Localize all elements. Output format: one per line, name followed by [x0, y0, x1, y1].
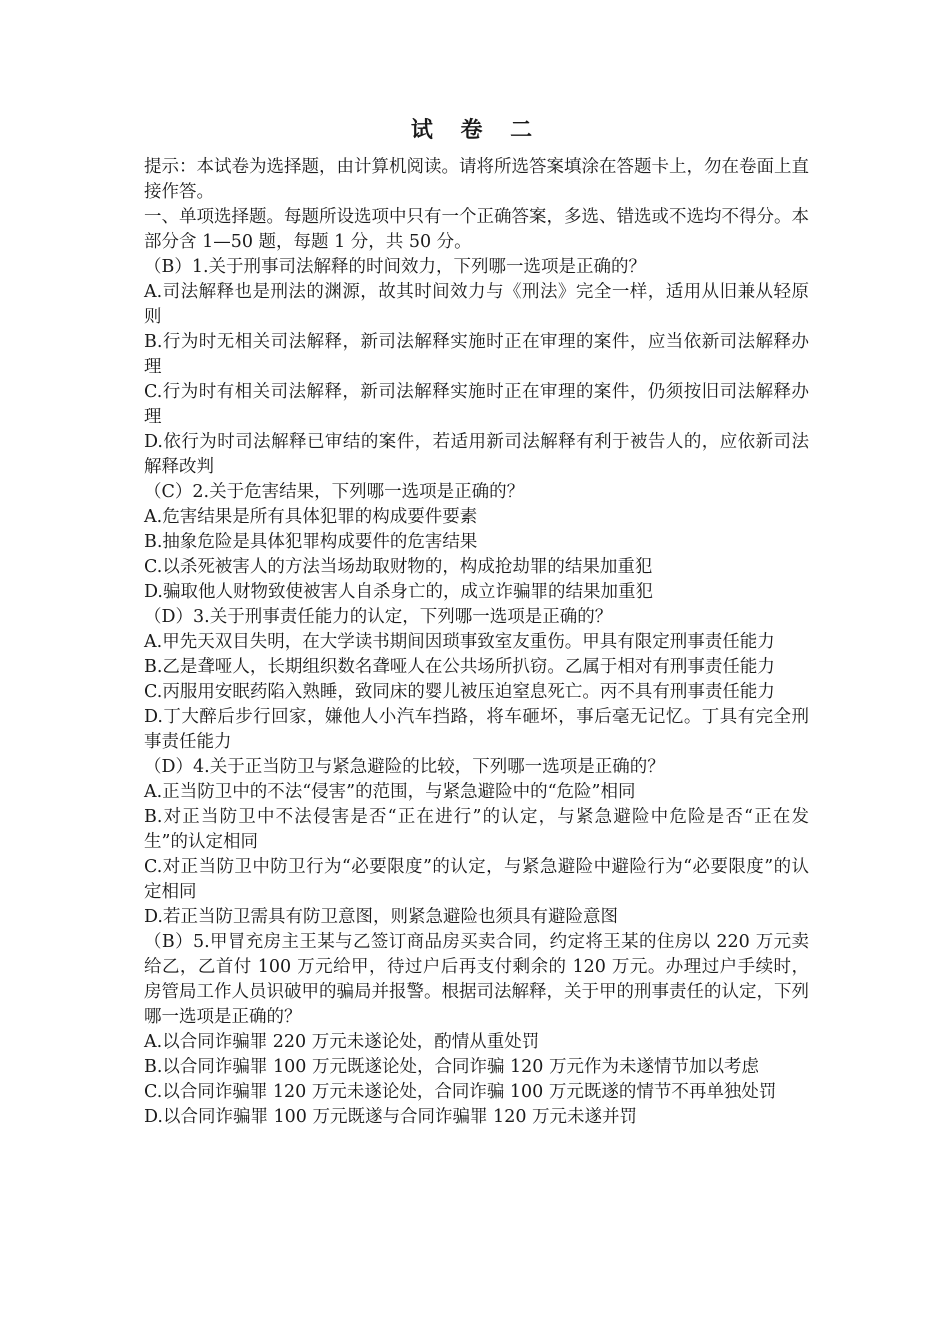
question-stem: （B）5.甲冒充房主王某与乙签订商品房买卖合同，约定将王某的住房以 220 万元卖给乙，乙首付 100 万元给甲，待过户后再支付剩余的 120 万元。办理过户手续时，房管局工作人员识破甲的骗局并报警。根据司法解释，关于甲的刑事责任的认定，下列哪一选项是正确的？ — [144, 932, 809, 1027]
option-b: B.抽象危险是具体犯罪构成要件的危害结果 — [144, 532, 478, 552]
question-3 — [144, 605, 809, 755]
question-1 — [144, 255, 809, 480]
option-d: D.以合同诈骗罪 100 万元既遂与合同诈骗罪 120 万元未遂并罚 — [144, 1107, 638, 1127]
option-d: D.丁大醉后步行回家，嫌他人小汽车挡路，将车砸坏，事后毫无记忆。丁具有完全刑事责任能力 — [144, 707, 809, 752]
option-c: C.以合同诈骗罪 120 万元未遂论处，合同诈骗 100 万元既遂的情节不再单独处罚 — [144, 1082, 777, 1102]
option-c: C.丙服用安眠药陷入熟睡，致同床的婴儿被压迫窒息死亡。丙不具有刑事责任能力 — [144, 682, 775, 702]
option-b: B.以合同诈骗罪 100 万元既遂论处，合同诈骗 120 万元作为未遂情节加以考虑 — [144, 1057, 759, 1077]
question-2 — [144, 480, 809, 605]
option-a: A.司法解释也是刑法的渊源，故其时间效力与《刑法》完全一样，适用从旧兼从轻原则 — [144, 282, 809, 327]
option-b: B.对正当防卫中不法侵害是否“正在进行”的认定，与紧急避险中危险是否“正在发生”的认定相同 — [144, 807, 809, 852]
question-4 — [144, 755, 809, 930]
option-b: B.乙是聋哑人，长期组织数名聋哑人在公共场所扒窃。乙属于相对有刑事责任能力 — [144, 657, 775, 677]
page-title: 试 卷 二 — [410, 117, 543, 143]
option-a: A.危害结果是所有具体犯罪的构成要件要素 — [144, 507, 478, 527]
option-a: A.正当防卫中的不法“侵害”的范围，与紧急避险中的“危险”相同 — [144, 782, 636, 802]
option-c: C.以杀死被害人的方法当场劫取财物的，构成抢劫罪的结果加重犯 — [144, 557, 653, 577]
section-heading: 一、单项选择题。每题所设选项中只有一个正确答案，多选、错选或不选均不得分。本部分含 1—50 题，每题 1 分，共 50 分。 — [144, 207, 809, 252]
option-c: C.对正当防卫中防卫行为“必要限度”的认定，与紧急避险中避险行为“必要限度”的认定相同 — [144, 857, 809, 902]
option-b: B.行为时无相关司法解释，新司法解释实施时正在审理的案件，应当依新司法解释办理 — [144, 332, 809, 377]
question-stem: （D）4.关于正当防卫与紧急避险的比较，下列哪一选项是正确的？ — [144, 757, 665, 777]
option-d: D.依行为时司法解释已审结的案件，若适用新司法解释有利于被告人的，应依新司法解释改判 — [144, 432, 809, 477]
exam-page — [144, 115, 809, 1130]
question-stem: （B）1.关于刑事司法解释的时间效力，下列哪一选项是正确的？ — [144, 257, 647, 277]
instructions: 提示：本试卷为选择题，由计算机阅读。请将所选答案填涂在答题卡上，勿在卷面上直接作答。 — [144, 157, 809, 202]
question-stem: （C）2.关于危害结果，下列哪一选项是正确的？ — [144, 482, 525, 502]
question-stem: （D）3.关于刑事责任能力的认定，下列哪一选项是正确的？ — [144, 607, 613, 627]
option-d: D.骗取他人财物致使被害人自杀身亡的，成立诈骗罪的结果加重犯 — [144, 582, 653, 602]
option-d: D.若正当防卫需具有防卫意图，则紧急避险也须具有避险意图 — [144, 907, 618, 927]
question-5 — [144, 930, 809, 1130]
option-a: A.以合同诈骗罪 220 万元未遂论处，酌情从重处罚 — [144, 1032, 540, 1052]
option-a: A.甲先天双目失明，在大学读书期间因琐事致室友重伤。甲具有限定刑事责任能力 — [144, 632, 775, 652]
option-c: C.行为时有相关司法解释，新司法解释实施时正在审理的案件，仍须按旧司法解释办理 — [144, 382, 809, 427]
